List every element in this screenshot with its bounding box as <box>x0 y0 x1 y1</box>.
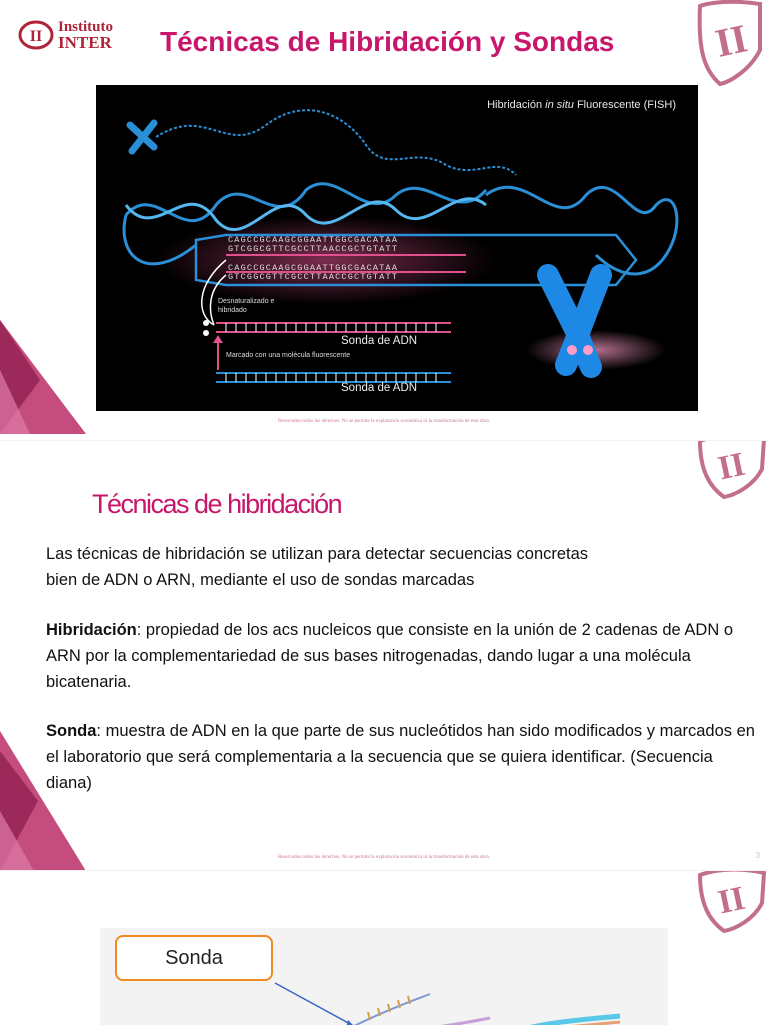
svg-text:II: II <box>714 879 749 922</box>
sequence-top-complement: GTCGGCGTTCGCCTTAACCGCTGTATT <box>228 244 399 254</box>
logo-mark-icon <box>18 20 54 50</box>
label-marked-fluorescent: Marcado con una molécula fluorescente <box>226 352 351 359</box>
term-hybridization: Hibridación <box>46 621 137 639</box>
triangle-decoration-icon <box>0 731 90 871</box>
institute-logo <box>18 20 113 50</box>
logo-line-2: INTER <box>58 33 112 52</box>
sequence-mid-complement: GTCGGCGTTCGCCTTAACCGCTGTATT <box>228 272 399 282</box>
probe-callout: Sonda <box>115 935 273 981</box>
ii-emblem-icon <box>692 870 768 935</box>
paragraph-probe <box>46 718 756 796</box>
caption-prefix: Hibridación <box>487 99 546 111</box>
probe-label-2: Sonda de ADN <box>341 382 418 394</box>
fish-caption <box>487 99 676 111</box>
footer-rights-1: Reservados todos los derechos. No se permite la explotación económica ni la transformación de esta obra. <box>277 419 490 424</box>
page-number: 3 <box>755 851 760 860</box>
sequence-mid: CAGCCGCAAGCGGAATTGGCGACATAA <box>228 263 399 273</box>
slide-title: Técnicas de Hibridación y Sondas <box>160 26 615 57</box>
definition-probe: : muestra de ADN en la que parte de sus nucleótidos han sido modificados y marcados en el laboratorio que será complementaria a la secuencia que se quiera identificar. (Secuencia diana) <box>46 722 755 792</box>
intro-line-1: Las técnicas de hibridación se utilizan para detectar secuencias concretas <box>46 545 589 563</box>
caption-italic: in situ <box>545 99 574 111</box>
probe-label-1: Sonda de ADN <box>341 335 418 347</box>
fish-illustration <box>96 85 698 411</box>
paragraph-intro <box>46 541 756 593</box>
term-probe: Sonda <box>46 722 97 740</box>
paragraph-hybridization <box>46 617 756 695</box>
slide-hybridization <box>0 440 768 871</box>
label-denatured <box>218 297 274 315</box>
caption-suffix: Fluorescente (FISH) <box>573 99 676 111</box>
section-title: Técnicas de hibridación <box>92 489 342 519</box>
slide-fish <box>0 0 768 440</box>
svg-text:II: II <box>711 15 752 66</box>
svg-text:II: II <box>714 445 749 488</box>
label-denatured-line-1: Desnaturalizado e <box>218 298 275 305</box>
intro-line-2: bien de ADN o ARN, mediante el uso de sondas marcadas <box>46 571 475 589</box>
footer-rights-2: Reservados todos los derechos. No se permite la explotación económica ni la transformación de esta obra. <box>277 855 490 860</box>
label-denatured-line-2: hibridado <box>218 307 247 314</box>
slide-probe-diagram <box>0 870 768 1025</box>
ii-emblem-icon <box>690 0 768 86</box>
logo-line-1: Instituto <box>58 19 114 35</box>
ii-emblem-icon <box>692 440 768 501</box>
svg-text:II: II <box>29 28 43 45</box>
definition-hybridization: : propiedad de los acs nucleicos que consiste en la unión de 2 cadenas de ADN o ARN por la complementariedad de sus bases nitrogenadas, dando lugar a una molécula bicatenaria. <box>46 621 733 691</box>
triangle-decoration-icon <box>0 320 90 434</box>
sequence-top: CAGCCGCAAGCGGAATTGGCGACATAA <box>228 235 399 245</box>
